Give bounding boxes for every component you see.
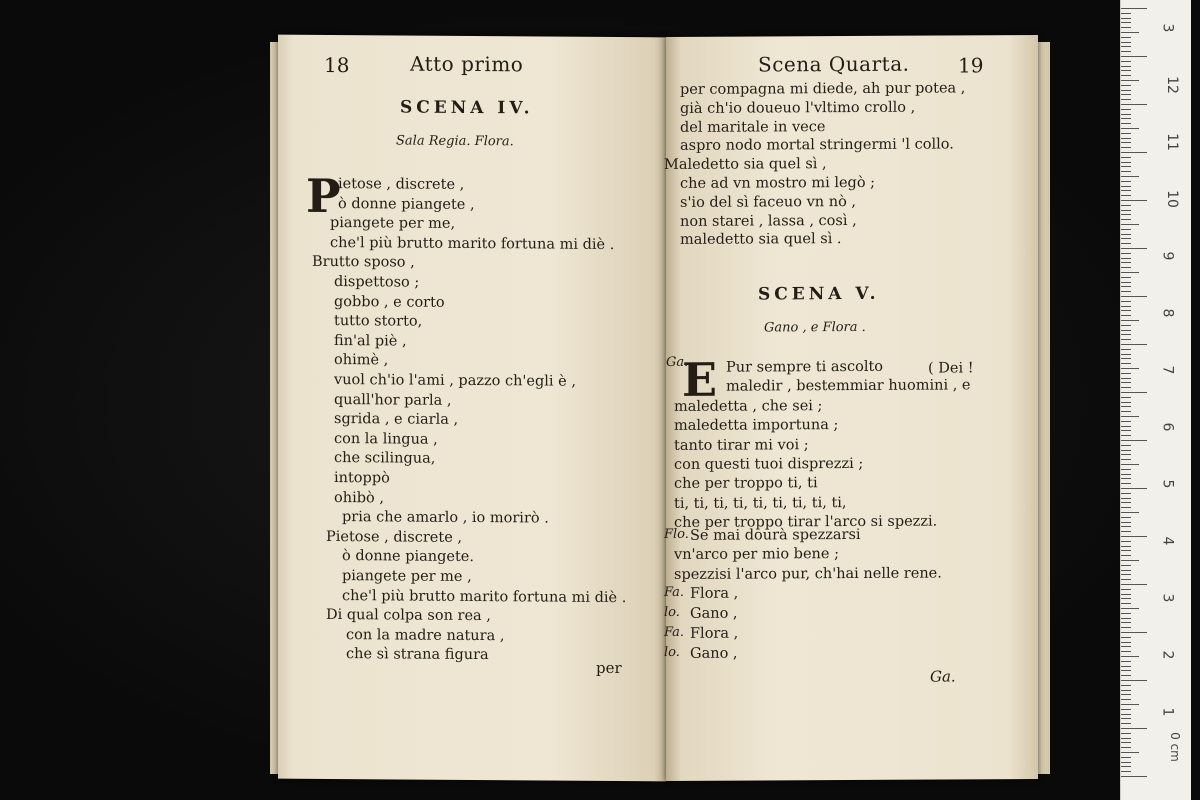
verse-line: maledetta importuna ; (674, 417, 839, 435)
ruler-number: 4 (1159, 536, 1176, 546)
verse-line: aspro nodo mortal stringermi 'l collo. (680, 136, 954, 155)
ruler-tick (1121, 685, 1131, 686)
ruler-tick (1121, 13, 1131, 14)
ruler-tick (1121, 747, 1131, 748)
ruler-tick (1121, 46, 1131, 47)
ruler-tick (1121, 656, 1139, 657)
ruler-tick (1121, 75, 1131, 76)
ruler-tick (1121, 214, 1131, 215)
verse-line: vuol ch'io l'ami , pazzo ch'egli è , (334, 372, 576, 390)
ruler-tick (1121, 224, 1139, 225)
ruler-tick (1121, 262, 1131, 263)
ruler-tick (1121, 714, 1131, 715)
ruler-tick (1121, 368, 1139, 369)
verse-line: con la lingua , (334, 430, 438, 448)
ruler-tick (1121, 694, 1131, 695)
ruler-tick (1121, 493, 1131, 494)
ruler-tick (1121, 349, 1131, 350)
ruler-tick (1121, 387, 1131, 388)
ruler-tick (1121, 594, 1131, 595)
ruler-tick (1121, 406, 1131, 407)
ruler-tick (1121, 608, 1139, 609)
verse-line: ti, ti, ti, ti, ti, ti, ti, ti, ti, (674, 494, 847, 512)
ruler-tick (1121, 622, 1131, 623)
ruler-tick (1121, 430, 1131, 431)
ruler-tick (1121, 589, 1131, 590)
ruler-tick (1121, 742, 1131, 743)
verse-line: piangete per me, (330, 215, 456, 233)
ruler-tick (1121, 632, 1147, 633)
ruler-tick (1121, 56, 1147, 57)
ruler-tick (1121, 637, 1131, 638)
verse-line: che'l più brutto marito fortuna mi diè . (342, 587, 627, 606)
page-edges-right (1038, 42, 1050, 774)
ruler-number: 11 (1163, 133, 1180, 151)
ruler-number: 2 (1159, 650, 1176, 660)
verse-line: maledetta , che sei ; (674, 397, 823, 415)
scene-subtitle-left: Sala Regia. Flora. (396, 133, 514, 150)
ruler-tick (1121, 378, 1131, 379)
ruler-tick (1121, 675, 1131, 676)
verse-line: Maledetto sia quel sì , (664, 156, 827, 174)
verse-line: con questi tuoi disprezzi ; (674, 455, 864, 473)
ruler-tick (1121, 502, 1131, 503)
ruler-tick (1121, 286, 1131, 287)
verse-line: già ch'io doueuo l'vltimo crollo , (680, 99, 916, 117)
ruler-tick (1121, 267, 1131, 268)
ruler-number: 12 (1163, 76, 1180, 94)
ruler-tick (1121, 272, 1139, 273)
ruler-tick (1121, 498, 1131, 499)
verse-line: dispettoso ; (334, 274, 420, 291)
ruler-tick (1121, 166, 1131, 167)
ruler-tick (1121, 282, 1131, 283)
ruler-tick (1121, 190, 1131, 191)
ruler-tick (1121, 291, 1131, 292)
verse-line: spezzisi l'arco pur, ch'hai nelle rene. (674, 565, 942, 583)
verse-line: del maritale in vece (680, 118, 826, 136)
ruler-tick (1121, 435, 1131, 436)
measuring-ruler (1120, 0, 1191, 800)
ruler-tick (1121, 310, 1131, 311)
ruler-number: 8 (1159, 308, 1176, 318)
ruler-tick (1121, 18, 1131, 19)
verse-line: con la madre natura , (346, 626, 505, 645)
ruler-tick (1121, 277, 1131, 278)
ruler-tick (1121, 512, 1139, 513)
ruler-tick (1121, 440, 1147, 441)
verse-line: gobbo , e corto (334, 293, 445, 311)
ruler-tick (1121, 339, 1131, 340)
running-head-right: Scena Quarta. (758, 51, 910, 77)
ruler-tick (1121, 718, 1131, 719)
ruler-tick (1121, 771, 1131, 772)
page-number-left: 18 (324, 52, 350, 78)
ruler-tick (1121, 334, 1131, 335)
ruler-tick (1121, 162, 1131, 163)
ruler-tick (1121, 550, 1131, 551)
ruler-tick (1121, 546, 1131, 547)
ruler-tick (1121, 464, 1139, 465)
ruler-tick (1121, 646, 1131, 647)
ruler-tick (1121, 176, 1139, 177)
ruler-tick (1121, 200, 1147, 201)
dialogue-line: Gano , (690, 605, 738, 622)
ruler-tick (1121, 709, 1131, 710)
verse-line: maledir , bestemmiar huomini , e (726, 377, 971, 396)
ruler-tick (1121, 94, 1131, 95)
ruler-tick (1121, 454, 1131, 455)
ruler-number: 1 (1159, 707, 1176, 717)
ruler-tick (1121, 738, 1131, 739)
ruler-tick (1121, 133, 1131, 134)
ruler-tick (1121, 445, 1131, 446)
ruler-tick (1121, 517, 1131, 518)
catchword-right: Ga. (930, 667, 956, 686)
verse-line: ohimè , (334, 352, 389, 369)
verse-line: che ad vn mostro mi legò ; (680, 174, 876, 192)
ruler-tick (1121, 37, 1131, 38)
ruler-tick (1121, 541, 1131, 542)
ruler-tick (1121, 507, 1131, 508)
ruler-tick (1121, 392, 1147, 393)
verse-line: ohibò , (334, 489, 384, 506)
verse-line: fin'al piè , (334, 332, 407, 350)
ruler-tick (1121, 579, 1131, 580)
ruler-tick (1121, 690, 1131, 691)
ruler-tick (1121, 114, 1131, 115)
verse-line: tutto storto, (334, 313, 423, 330)
ruler-tick (1121, 234, 1131, 235)
ruler-tick (1121, 42, 1131, 43)
ruler-tick (1121, 70, 1131, 71)
ruler-tick (1121, 363, 1131, 364)
verse-line: per compagna mi diede, ah pur potea , (680, 80, 966, 98)
verse-line: Pur sempre ti ascolto (726, 358, 884, 376)
verse-line: che sì strana figura (346, 646, 489, 664)
ruler-tick (1121, 459, 1131, 460)
ruler-tick (1121, 776, 1147, 777)
page-number-right: 19 (958, 53, 984, 78)
ruler-tick (1121, 358, 1131, 359)
verse-line: Pietose , discrete , (326, 528, 463, 546)
ruler-tick (1121, 555, 1131, 556)
ruler-tick (1121, 382, 1131, 383)
ruler-tick (1121, 61, 1131, 62)
verse-line: pria che amarlo , io morirò . (342, 509, 549, 527)
ruler-tick (1121, 205, 1131, 206)
ruler-tick (1121, 450, 1131, 451)
verse-line: Di qual colpa son rea , (326, 607, 491, 625)
ruler-number: 3 (1159, 593, 1176, 603)
ruler-tick (1121, 344, 1147, 345)
ruler-tick (1121, 210, 1131, 211)
right-page (666, 35, 1038, 781)
ruler-unit-label: 0 cm (1167, 732, 1182, 762)
ruler-tick (1121, 195, 1131, 196)
verse-line: ò donne piangete. (342, 548, 475, 566)
verse-line: ietose , discrete , (338, 176, 465, 193)
ruler-tick (1121, 157, 1131, 158)
ruler-tick (1121, 85, 1131, 86)
ruler-tick (1121, 613, 1131, 614)
ruler-tick (1121, 522, 1131, 523)
ruler-tick (1121, 752, 1139, 753)
verse-line: maledetto sia quel sì . (680, 231, 842, 249)
speaker-ga: Ga. (666, 354, 689, 370)
verse-line: Brutto sposo , (312, 254, 415, 271)
ruler-tick (1121, 565, 1131, 566)
ruler-tick (1121, 598, 1131, 599)
verse-line: non starei , lassa , così , (680, 212, 857, 230)
ruler-tick (1121, 330, 1131, 331)
ruler-number: 10 (1163, 190, 1180, 208)
verse-line: sgrida , e ciarla , (334, 411, 459, 429)
verse-line: che per troppo ti, ti (674, 475, 818, 493)
ruler-tick (1121, 411, 1131, 412)
verse-line: che per troppo tirar l'arco si spezzi. (674, 513, 938, 532)
ruler-tick (1121, 80, 1139, 81)
ruler-tick (1121, 104, 1147, 105)
ruler-tick (1121, 219, 1131, 220)
ruler-tick (1121, 320, 1139, 321)
ruler-tick (1121, 306, 1131, 307)
ruler-tick (1121, 99, 1131, 100)
speaker-lo-2: lo. (664, 644, 680, 660)
ruler-tick (1121, 574, 1131, 575)
ruler-tick (1121, 301, 1131, 302)
ruler-tick (1121, 680, 1147, 681)
drop-cap-right: E (682, 352, 718, 407)
dialogue-line: Gano , (690, 645, 738, 662)
ruler-tick (1121, 584, 1147, 585)
verse-line: s'io del sì faceuo vn nò , (680, 193, 857, 211)
ruler-tick (1121, 152, 1147, 153)
ruler-tick (1121, 373, 1131, 374)
ruler-tick (1121, 128, 1139, 129)
ruler-tick (1121, 118, 1131, 119)
verse-line: vn'arco per mio bene ; (674, 546, 839, 564)
ruler-tick (1121, 526, 1131, 527)
ruler-tick (1121, 483, 1131, 484)
ruler-tick (1121, 315, 1131, 316)
ruler-tick (1121, 90, 1131, 91)
ruler-tick (1121, 766, 1131, 767)
ruler-tick (1121, 416, 1139, 417)
ruler-tick (1121, 186, 1131, 187)
verse-line: piangete per me , (342, 568, 472, 585)
ruler-tick (1121, 123, 1131, 124)
verse-line: ò donne piangete , (338, 195, 475, 213)
ruler-tick (1121, 138, 1131, 139)
ruler-tick (1121, 531, 1131, 532)
ruler-tick (1121, 618, 1131, 619)
ruler-tick (1121, 66, 1131, 67)
speaker-flo: Flo. (664, 526, 689, 542)
ruler-tick (1121, 325, 1131, 326)
ruler-tick (1121, 661, 1131, 662)
speaker-lo-1: lo. (664, 604, 680, 620)
ruler-tick (1121, 238, 1131, 239)
ruler-tick (1121, 474, 1131, 475)
ruler-tick (1121, 27, 1131, 28)
ruler-number: 7 (1159, 365, 1176, 375)
ruler-tick (1121, 478, 1131, 479)
ruler-tick (1121, 670, 1131, 671)
verse-line: intoppò (334, 470, 390, 487)
ruler-tick (1121, 258, 1131, 259)
ruler-tick (1121, 733, 1131, 734)
left-page (278, 35, 666, 782)
ruler-tick (1121, 181, 1131, 182)
verse-line: tanto tirar mi voi ; (674, 436, 809, 454)
ruler-tick (1121, 397, 1131, 398)
ruler-tick (1121, 560, 1139, 561)
verse-line: quall'hor parla , (334, 391, 452, 409)
ruler-tick (1121, 8, 1147, 9)
ruler-tick (1121, 171, 1131, 172)
ruler-tick (1121, 570, 1131, 571)
ruler-tick (1121, 536, 1147, 537)
ruler-tick (1121, 651, 1131, 652)
ruler-tick (1121, 666, 1131, 667)
ruler-tick (1121, 253, 1131, 254)
ruler-tick (1121, 426, 1131, 427)
ruler-tick (1121, 51, 1131, 52)
verse-line: Se mai dourà spezzarsi (690, 526, 861, 544)
ruler-tick (1121, 243, 1131, 244)
speaker-fa-1: Fa. (664, 584, 685, 600)
scene-title-right: SCENA V. (758, 283, 880, 305)
ruler-tick (1121, 354, 1131, 355)
ruler-tick (1121, 723, 1131, 724)
ruler-tick (1121, 603, 1131, 604)
ruler-number: 9 (1159, 251, 1176, 261)
ruler-tick (1121, 229, 1131, 230)
ruler-tick (1121, 762, 1131, 763)
ruler-tick (1121, 109, 1131, 110)
ruler-tick (1121, 421, 1131, 422)
ruler-number: 5 (1159, 479, 1176, 489)
running-head-left: Atto primo (410, 51, 524, 77)
drop-cap-left: P (306, 168, 341, 224)
catchword-left: per (596, 658, 622, 678)
ruler-tick (1121, 488, 1147, 489)
scene-title-left: SCENA IV. (400, 97, 534, 119)
ruler-tick (1121, 699, 1131, 700)
ruler-tick (1121, 147, 1131, 148)
speaker-fa-2: Fa. (664, 624, 685, 640)
ruler-number: 3 (1159, 23, 1176, 33)
dialogue-line: Flora , (690, 585, 739, 602)
verse-line: che scilingua, (334, 450, 436, 468)
ruler-tick (1121, 757, 1131, 758)
open-book (278, 36, 1058, 780)
ruler-tick (1121, 296, 1147, 297)
ruler-tick (1121, 469, 1131, 470)
dialogue-line: Flora , (690, 625, 739, 642)
aside-dei: ( Dei ! (928, 360, 974, 377)
ruler-tick (1121, 642, 1131, 643)
ruler-tick (1121, 32, 1139, 33)
scene-subtitle-right: Gano , e Flora . (764, 319, 866, 336)
ruler-tick (1121, 22, 1131, 23)
ruler-tick (1121, 142, 1131, 143)
ruler-tick (1121, 248, 1147, 249)
ruler-tick (1121, 627, 1131, 628)
ruler-tick (1121, 402, 1131, 403)
verse-line: che'l più brutto marito fortuna mi diè . (330, 234, 615, 253)
ruler-number: 6 (1159, 422, 1176, 432)
ruler-tick (1121, 728, 1147, 729)
ruler-tick (1121, 704, 1139, 705)
